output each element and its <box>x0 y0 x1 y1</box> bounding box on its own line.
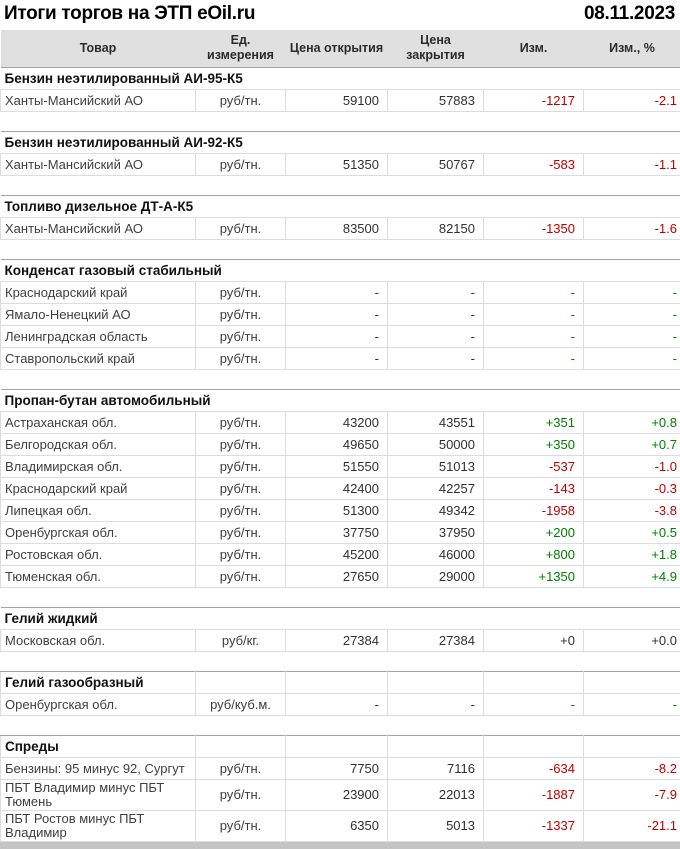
section-spacer <box>1 240 680 260</box>
change-cell: -634 <box>484 758 584 780</box>
section-title-row <box>1 608 680 630</box>
page-title: Итоги торгов на ЭТП eOil.ru <box>4 3 256 24</box>
product-cell: Липецкая обл. <box>1 500 196 522</box>
table-row <box>1 412 680 434</box>
unit-cell: руб/тн. <box>196 412 286 434</box>
section-title: Гелий газообразный <box>1 672 196 694</box>
section-spacer <box>1 588 680 608</box>
product-cell: Оренбургская обл. <box>1 522 196 544</box>
table-row <box>1 811 680 842</box>
open-price-cell: 83500 <box>286 218 388 240</box>
close-price-cell: 49342 <box>388 500 484 522</box>
close-price-cell: 37950 <box>388 522 484 544</box>
table-row <box>1 282 680 304</box>
change-cell: - <box>484 326 584 348</box>
open-price-cell: 59100 <box>286 90 388 112</box>
unit-cell: руб/тн. <box>196 478 286 500</box>
section-title-row <box>1 132 680 154</box>
open-price-cell: 37750 <box>286 522 388 544</box>
change-pct-cell: +0.7 <box>584 434 680 456</box>
section-title-row <box>1 390 680 412</box>
close-price-cell: 7116 <box>388 758 484 780</box>
change-pct-cell: +1.8 <box>584 544 680 566</box>
unit-cell: руб/тн. <box>196 522 286 544</box>
section-title-empty-cell <box>388 672 484 694</box>
section-spacer <box>1 716 680 736</box>
close-price-cell: 46000 <box>388 544 484 566</box>
open-price-cell: 51350 <box>286 154 388 176</box>
open-price-cell: 43200 <box>286 412 388 434</box>
table-row <box>1 500 680 522</box>
change-pct-cell: - <box>584 304 680 326</box>
table-row <box>1 758 680 780</box>
section-title-row <box>1 68 680 90</box>
change-cell: - <box>484 348 584 370</box>
change-cell: -537 <box>484 456 584 478</box>
change-cell: +200 <box>484 522 584 544</box>
product-cell: Краснодарский край <box>1 478 196 500</box>
section-spacer <box>1 652 680 672</box>
open-price-cell: 42400 <box>286 478 388 500</box>
product-cell: Ростовская обл. <box>1 544 196 566</box>
open-price-cell: - <box>286 348 388 370</box>
close-price-cell: - <box>388 694 484 716</box>
change-cell: -1350 <box>484 218 584 240</box>
trading-table <box>0 30 680 843</box>
section-spacer-row <box>1 588 680 608</box>
section-title: Пропан-бутан автомобильный <box>1 390 680 412</box>
product-cell: Ханты-Мансийский АО <box>1 90 196 112</box>
section-title-empty-cell <box>286 736 388 758</box>
product-cell: Ямало-Ненецкий АО <box>1 304 196 326</box>
change-cell: - <box>484 694 584 716</box>
table-row <box>1 304 680 326</box>
change-pct-cell: +0.8 <box>584 412 680 434</box>
product-cell: ПБТ Ростов минус ПБТ Владимир <box>1 811 196 842</box>
change-pct-cell: -21.1 <box>584 811 680 842</box>
section-spacer-row <box>1 370 680 390</box>
open-price-cell: 6350 <box>286 811 388 842</box>
section-spacer-row <box>1 176 680 196</box>
change-pct-cell: -8.2 <box>584 758 680 780</box>
unit-cell: руб/кг. <box>196 630 286 652</box>
section-title-empty-cell <box>286 672 388 694</box>
table-row <box>1 326 680 348</box>
section-spacer-row <box>1 716 680 736</box>
product-cell: Ставропольский край <box>1 348 196 370</box>
change-pct-cell: - <box>584 282 680 304</box>
product-cell: Ханты-Мансийский АО <box>1 154 196 176</box>
change-cell: - <box>484 282 584 304</box>
unit-cell: руб/тн. <box>196 544 286 566</box>
unit-cell: руб/тн. <box>196 566 286 588</box>
section-title-empty-cell <box>196 736 286 758</box>
open-price-cell: 27650 <box>286 566 388 588</box>
product-cell: Тюменская обл. <box>1 566 196 588</box>
change-pct-cell: -1.0 <box>584 456 680 478</box>
close-price-cell: 42257 <box>388 478 484 500</box>
product-cell: Краснодарский край <box>1 282 196 304</box>
open-price-cell: - <box>286 282 388 304</box>
table-row <box>1 218 680 240</box>
table-row <box>1 456 680 478</box>
change-pct-cell: +0.5 <box>584 522 680 544</box>
product-cell: Оренбургская обл. <box>1 694 196 716</box>
change-pct-cell: -1.1 <box>584 154 680 176</box>
change-pct-cell: -7.9 <box>584 780 680 811</box>
open-price-cell: 51550 <box>286 456 388 478</box>
close-price-cell: 22013 <box>388 780 484 811</box>
table-row <box>1 154 680 176</box>
open-price-cell: - <box>286 326 388 348</box>
section-title: Бензин неэтилированный АИ-95-К5 <box>1 68 680 90</box>
open-price-cell: 27384 <box>286 630 388 652</box>
table-row <box>1 544 680 566</box>
change-cell: -1887 <box>484 780 584 811</box>
table-row <box>1 522 680 544</box>
section-title-empty-cell <box>584 672 680 694</box>
change-pct-cell: -0.3 <box>584 478 680 500</box>
section-title-empty-cell <box>484 672 584 694</box>
table-row <box>1 478 680 500</box>
change-pct-cell: -1.6 <box>584 218 680 240</box>
change-pct-cell: - <box>584 326 680 348</box>
section-title-row <box>1 196 680 218</box>
section-title: Гелий жидкий <box>1 608 680 630</box>
section-title-row <box>1 672 680 694</box>
unit-cell: руб/тн. <box>196 90 286 112</box>
section-title-empty-cell <box>484 736 584 758</box>
product-cell: Астраханская обл. <box>1 412 196 434</box>
open-price-cell: 49650 <box>286 434 388 456</box>
unit-cell: руб/тн. <box>196 218 286 240</box>
open-price-cell: - <box>286 304 388 326</box>
change-cell: +800 <box>484 544 584 566</box>
change-cell: -1958 <box>484 500 584 522</box>
change-cell: -1217 <box>484 90 584 112</box>
product-cell: Бензины: 95 минус 92, Сургут <box>1 758 196 780</box>
change-cell: -143 <box>484 478 584 500</box>
product-cell: Белгородская обл. <box>1 434 196 456</box>
unit-cell: руб/тн. <box>196 434 286 456</box>
close-price-cell: - <box>388 326 484 348</box>
col-header-change: Изм. <box>484 30 584 68</box>
open-price-cell: - <box>286 694 388 716</box>
section-title-row <box>1 736 680 758</box>
section-spacer-row <box>1 240 680 260</box>
open-price-cell: 45200 <box>286 544 388 566</box>
section-title-empty-cell <box>388 736 484 758</box>
unit-cell: руб/тн. <box>196 304 286 326</box>
close-price-cell: 50000 <box>388 434 484 456</box>
product-cell: Ханты-Мансийский АО <box>1 218 196 240</box>
table-row <box>1 434 680 456</box>
change-cell: - <box>484 304 584 326</box>
close-price-cell: - <box>388 348 484 370</box>
change-cell: +1350 <box>484 566 584 588</box>
section-spacer-row <box>1 112 680 132</box>
change-pct-cell: +0.0 <box>584 630 680 652</box>
change-pct-cell: -3.8 <box>584 500 680 522</box>
close-price-cell: 57883 <box>388 90 484 112</box>
product-cell: Владимирская обл. <box>1 456 196 478</box>
unit-cell: руб/куб.м. <box>196 694 286 716</box>
col-header-unit: Ед. измерения <box>196 30 286 68</box>
table-row <box>1 694 680 716</box>
table-row <box>1 348 680 370</box>
unit-cell: руб/тн. <box>196 811 286 842</box>
unit-cell: руб/тн. <box>196 758 286 780</box>
report-header <box>0 0 680 30</box>
close-price-cell: - <box>388 304 484 326</box>
change-pct-cell: - <box>584 694 680 716</box>
section-title: Конденсат газовый стабильный <box>1 260 680 282</box>
col-header-change-pct: Изм., % <box>584 30 680 68</box>
open-price-cell: 51300 <box>286 500 388 522</box>
section-title: Спреды <box>1 736 196 758</box>
table-row <box>1 780 680 811</box>
change-cell: +350 <box>484 434 584 456</box>
column-header-row <box>1 30 680 68</box>
unit-cell: руб/тн. <box>196 348 286 370</box>
close-price-cell: 82150 <box>388 218 484 240</box>
close-price-cell: 43551 <box>388 412 484 434</box>
close-price-cell: 50767 <box>388 154 484 176</box>
unit-cell: руб/тн. <box>196 282 286 304</box>
unit-cell: руб/тн. <box>196 500 286 522</box>
unit-cell: руб/тн. <box>196 456 286 478</box>
footer-bar <box>0 842 680 849</box>
unit-cell: руб/тн. <box>196 154 286 176</box>
change-pct-cell: -2.1 <box>584 90 680 112</box>
section-spacer <box>1 370 680 390</box>
section-title: Бензин неэтилированный АИ-92-К5 <box>1 132 680 154</box>
col-header-close-price: Цена закрытия <box>388 30 484 68</box>
change-pct-cell: +4.9 <box>584 566 680 588</box>
close-price-cell: 5013 <box>388 811 484 842</box>
table-row <box>1 566 680 588</box>
change-pct-cell: - <box>584 348 680 370</box>
open-price-cell: 23900 <box>286 780 388 811</box>
section-spacer <box>1 112 680 132</box>
table-row <box>1 630 680 652</box>
product-cell: Московская обл. <box>1 630 196 652</box>
close-price-cell: 29000 <box>388 566 484 588</box>
close-price-cell: - <box>388 282 484 304</box>
section-title-empty-cell <box>584 736 680 758</box>
change-cell: -583 <box>484 154 584 176</box>
trading-table-body <box>1 68 680 842</box>
col-header-open-price: Цена открытия <box>286 30 388 68</box>
table-row <box>1 90 680 112</box>
change-cell: -1337 <box>484 811 584 842</box>
unit-cell: руб/тн. <box>196 780 286 811</box>
section-title: Топливо дизельное ДТ-А-К5 <box>1 196 680 218</box>
section-title-row <box>1 260 680 282</box>
col-header-product: Товар <box>1 30 196 68</box>
change-cell: +0 <box>484 630 584 652</box>
close-price-cell: 51013 <box>388 456 484 478</box>
open-price-cell: 7750 <box>286 758 388 780</box>
product-cell: ПБТ Владимир минус ПБТ Тюмень <box>1 780 196 811</box>
close-price-cell: 27384 <box>388 630 484 652</box>
change-cell: +351 <box>484 412 584 434</box>
unit-cell: руб/тн. <box>196 326 286 348</box>
section-spacer <box>1 176 680 196</box>
product-cell: Ленинградская область <box>1 326 196 348</box>
section-spacer-row <box>1 652 680 672</box>
section-title-empty-cell <box>196 672 286 694</box>
report-date: 08.11.2023 <box>583 3 675 24</box>
